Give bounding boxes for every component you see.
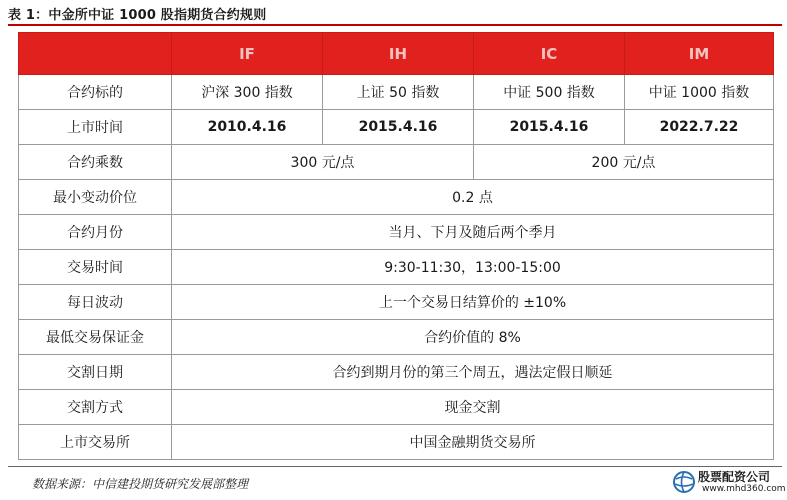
- table-row: [19, 320, 774, 355]
- table-row: [19, 145, 774, 180]
- title-divider: [8, 24, 782, 26]
- row-label: 合约月份: [19, 215, 172, 250]
- footer-divider: [8, 466, 782, 467]
- table-row: [19, 425, 774, 460]
- table-cell: 现金交割: [172, 390, 774, 425]
- table-cell: 9:30-11:30，13:00-15:00: [172, 250, 774, 285]
- table-header-row: [19, 33, 774, 75]
- watermark-name: 股票配资公司: [698, 470, 771, 484]
- row-label: 每日波动: [19, 285, 172, 320]
- table-row: [19, 180, 774, 215]
- header-corner: [19, 33, 172, 75]
- header-ih: IH: [323, 33, 474, 75]
- row-label: 最低交易保证金: [19, 320, 172, 355]
- table-cell: 中证 500 指数: [474, 75, 625, 110]
- source-note: 数据来源：中信建投期货研究发展部整理: [32, 477, 249, 491]
- header-ic: IC: [474, 33, 625, 75]
- table-cell: 200 元/点: [474, 145, 774, 180]
- table-row: [19, 250, 774, 285]
- table-row: [19, 285, 774, 320]
- globe-logo-icon: [672, 468, 696, 496]
- table-cell: 中国金融期货交易所: [172, 425, 774, 460]
- table-cell: 上证 50 指数: [323, 75, 474, 110]
- row-label: 合约乘数: [19, 145, 172, 180]
- contract-rules-table: [18, 32, 774, 460]
- table-row: [19, 355, 774, 390]
- table-cell: 合约价值的 8%: [172, 320, 774, 355]
- table-cell: 2015.4.16: [474, 110, 625, 145]
- row-label: 上市时间: [19, 110, 172, 145]
- row-label: 最小变动价位: [19, 180, 172, 215]
- table-cell: 2010.4.16: [172, 110, 323, 145]
- table-cell: 上一个交易日结算价的 ±10%: [172, 285, 774, 320]
- watermark-url: www.mhd360.com: [702, 484, 786, 494]
- table-cell: 合约到期月份的第三个周五，遇法定假日顺延: [172, 355, 774, 390]
- table-cell: 0.2 点: [172, 180, 774, 215]
- header-im: IM: [625, 33, 774, 75]
- table-title: 表 1：中金所中证 1000 股指期货合约规则: [8, 8, 267, 23]
- watermark-logo: [672, 466, 784, 498]
- table-row: [19, 75, 774, 110]
- table-cell: 300 元/点: [172, 145, 474, 180]
- row-label: 交易时间: [19, 250, 172, 285]
- table-cell: 中证 1000 指数: [625, 75, 774, 110]
- table-cell: 沪深 300 指数: [172, 75, 323, 110]
- table-cell: 2015.4.16: [323, 110, 474, 145]
- table-cell: 2022.7.22: [625, 110, 774, 145]
- row-label: 交割方式: [19, 390, 172, 425]
- row-label: 合约标的: [19, 75, 172, 110]
- row-label: 上市交易所: [19, 425, 172, 460]
- table-cell: 当月、下月及随后两个季月: [172, 215, 774, 250]
- row-label: 交割日期: [19, 355, 172, 390]
- header-if: IF: [172, 33, 323, 75]
- table-row: [19, 110, 774, 145]
- table-row: [19, 215, 774, 250]
- table-row: [19, 390, 774, 425]
